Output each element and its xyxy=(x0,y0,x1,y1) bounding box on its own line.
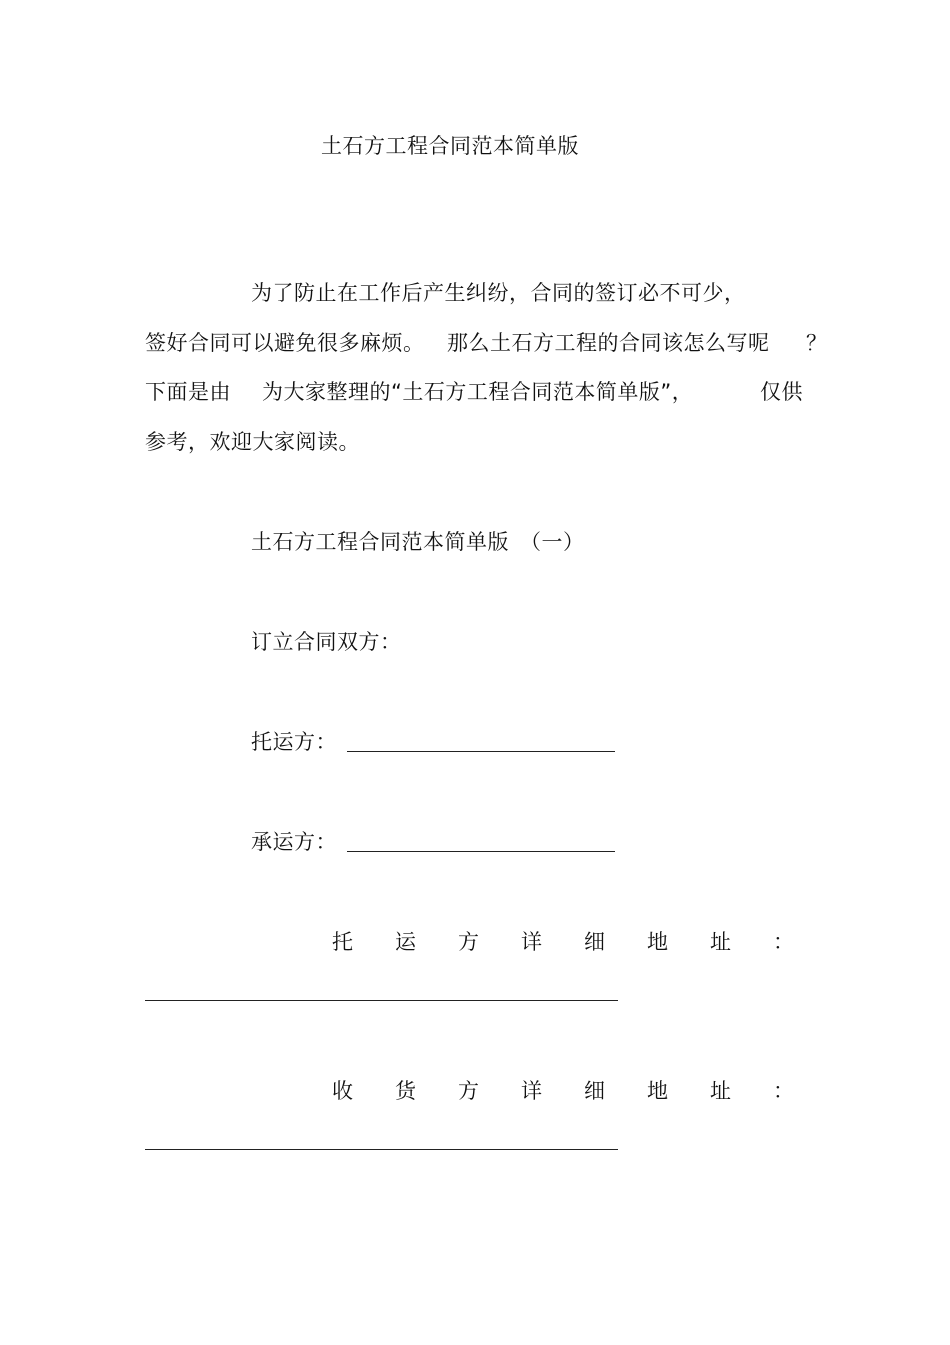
shipper-address-char: 地 xyxy=(647,930,668,954)
shipper-address-blank-line xyxy=(145,1000,618,1001)
intro-line-4: 参考，欢迎大家阅读。 xyxy=(145,430,360,454)
carrier-blank-line xyxy=(347,851,615,852)
consignee-address-char: ： xyxy=(773,1079,794,1103)
intro-line-3b: 为大家整理的“土石方工程合同范本简单版”， xyxy=(262,380,694,404)
consignee-address-blank-line xyxy=(145,1149,618,1150)
parties-label: 订立合同双方： xyxy=(251,630,402,654)
consignee-address-char: 收 xyxy=(332,1079,353,1103)
shipper-label: 托运方： xyxy=(251,730,337,754)
consignee-address-char: 方 xyxy=(458,1079,479,1103)
intro-line-2c: ？ xyxy=(806,331,828,355)
carrier-row xyxy=(251,828,337,856)
consignee-address-char: 地 xyxy=(647,1079,668,1103)
intro-line-2b: 那么土石方工程的合同该怎么写呢 xyxy=(447,331,770,355)
intro-line-3c: 仅供 xyxy=(760,380,803,404)
shipper-address-label xyxy=(332,928,794,956)
section-title: 土石方工程合同范本简单版 （一） xyxy=(251,530,585,554)
shipper-blank-line xyxy=(347,751,615,752)
shipper-row xyxy=(251,728,337,756)
consignee-address-char: 详 xyxy=(521,1079,542,1103)
document-title: 土石方工程合同范本简单版 xyxy=(321,134,579,158)
consignee-address-label xyxy=(332,1077,794,1105)
intro-line-3a: 下面是由 xyxy=(145,380,231,404)
shipper-address-char: 托 xyxy=(332,930,353,954)
consignee-address-char: 货 xyxy=(395,1079,416,1103)
shipper-address-char: 细 xyxy=(584,930,605,954)
shipper-address-char: ： xyxy=(773,930,794,954)
shipper-address-char: 址 xyxy=(710,930,731,954)
shipper-address-char: 方 xyxy=(458,930,479,954)
intro-line-2a: 签好合同可以避免很多麻烦。 xyxy=(145,331,425,355)
consignee-address-char: 址 xyxy=(710,1079,731,1103)
consignee-address-char: 细 xyxy=(584,1079,605,1103)
intro-line-2 xyxy=(145,329,425,357)
shipper-address-char: 详 xyxy=(521,930,542,954)
shipper-address-char: 运 xyxy=(395,930,416,954)
carrier-label: 承运方： xyxy=(251,830,337,854)
intro-line-1: 为了防止在工作后产生纠纷，合同的签订必不可少， xyxy=(251,281,746,305)
